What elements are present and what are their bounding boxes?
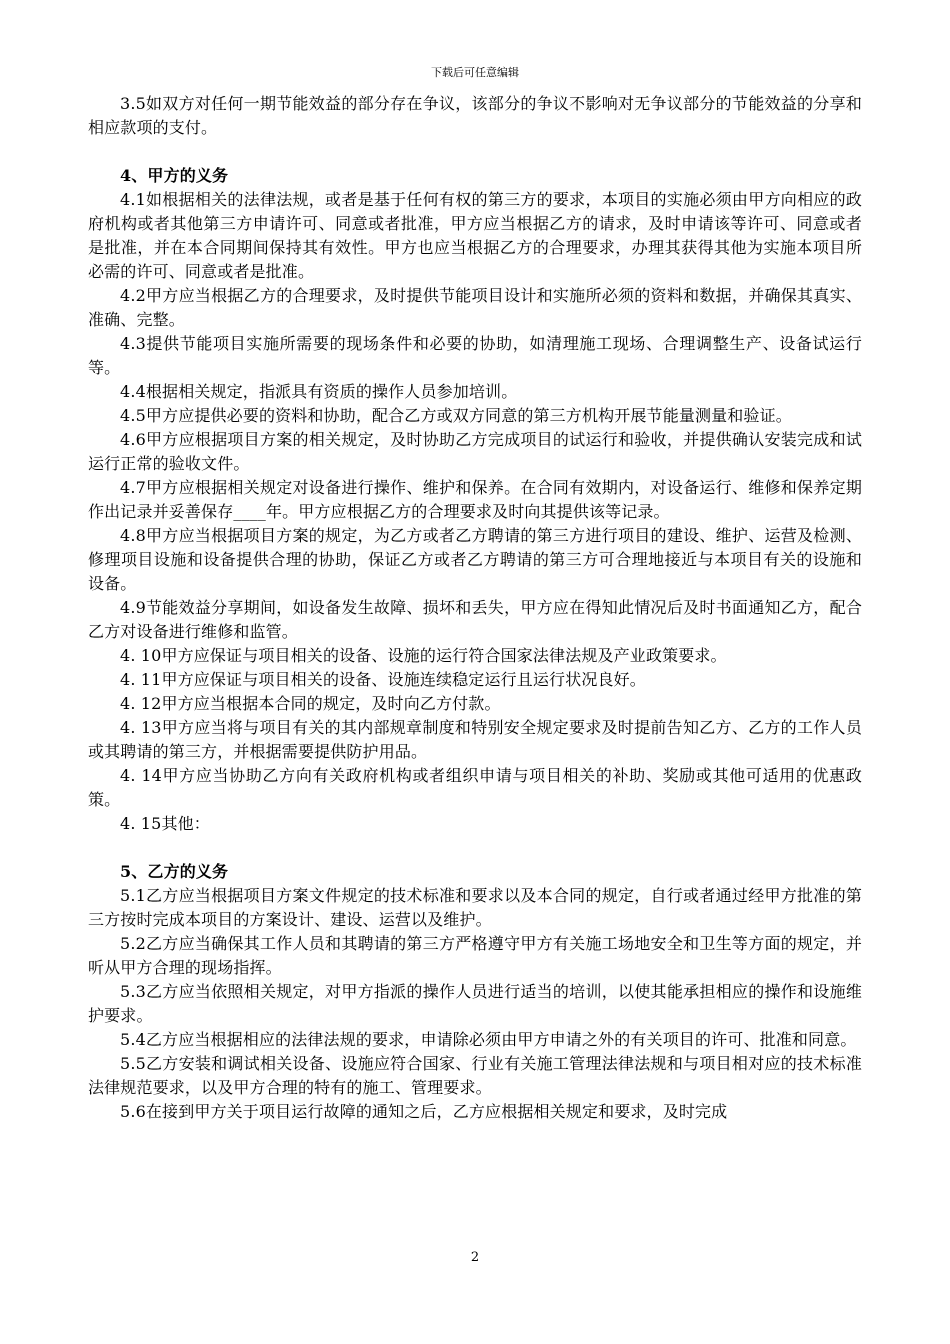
clause-4-9: 4.9节能效益分享期间，如设备发生故障、损坏和丢失，甲方应在得知此情况后及时书面通知乙方，配合乙方对设备进行维修和监管。 — [88, 598, 862, 641]
clause-4-13: 4. 13甲方应当将与项目有关的其内部规章制度和特别安全规定要求及时提前告知乙方、乙方的工作人员或其聘请的第三方，并根据需要提供防护用品。 — [88, 718, 862, 761]
clause-5-2: 5.2乙方应当确保其工作人员和其聘请的第三方严格遵守甲方有关施工场地安全和卫生等方面的规定，并听从甲方合理的现场指挥。 — [88, 934, 862, 977]
clause-4-3: 4.3提供节能项目实施所需要的现场条件和必要的协助，如清理施工现场、合理调整生产、设备试运行等。 — [88, 334, 862, 377]
spacer — [88, 140, 862, 164]
clause-4-5: 4.5甲方应提供必要的资料和协助，配合乙方或双方同意的第三方机构开展节能量测量和验证。 — [120, 406, 792, 425]
clause-4-14: 4. 14甲方应当协助乙方向有关政府机构或者组织申请与项目相关的补助、奖励或其他可适用的优惠政策。 — [88, 766, 862, 809]
clause-5-1: 5.1乙方应当根据项目方案文件规定的技术标准和要求以及本合同的规定，自行或者通过经甲方批准的第三方按时完成本项目的方案设计、建设、运营以及维护。 — [88, 886, 862, 929]
section-heading-5: 5、乙方的义务 — [120, 862, 229, 881]
document-body — [88, 92, 862, 1124]
clause-4-1: 4.1如根据相关的法律法规，或者是基于任何有权的第三方的要求，本项目的实施必须由甲方向相应的政府机构或者其他第三方申请许可、同意或者批准，甲方应当根据乙方的请求，及时申请该等许可、同意或者是批准，并在本合同期间保持其有效性。甲方也应当根据乙方的合理要求，办理其获得其他为实施本项目所必需的许可、同意或者是批准。 — [88, 190, 862, 281]
clause-5-3: 5.3乙方应当依照相关规定，对甲方指派的操作人员进行适当的培训，以使其能承担相应的操作和设施维护要求。 — [88, 982, 862, 1025]
header-note: 下载后可任意编辑 — [431, 66, 519, 79]
clause-4-2: 4.2甲方应当根据乙方的合理要求，及时提供节能项目设计和实施所必须的资料和数据，并确保其真实、准确、完整。 — [88, 286, 862, 329]
clause-5-5: 5.5乙方安装和调试相关设备、设施应符合国家、行业有关施工管理法律法规和与项目相对应的技术标准法律规范要求，以及甲方合理的特有的施工、管理要求。 — [88, 1054, 862, 1097]
section-heading-4: 4、甲方的义务 — [120, 166, 229, 185]
clause-3-5: 3.5如双方对任何一期节能效益的部分存在争议，该部分的争议不影响对无争议部分的节能效益的分享和相应款项的支付。 — [88, 94, 862, 137]
clause-5-6: 5.6在接到甲方关于项目运行故障的通知之后，乙方应根据相关规定和要求，及时完成 — [120, 1102, 728, 1121]
clause-4-15: 4. 15其他： — [120, 814, 210, 833]
spacer — [88, 836, 862, 860]
clause-4-10: 4. 10甲方应保证与项目相关的设备、设施的运行符合国家法律法规及产业政策要求。 — [120, 646, 727, 665]
page-number: 2 — [470, 1250, 480, 1265]
clause-4-8: 4.8甲方应当根据项目方案的规定，为乙方或者乙方聘请的第三方进行项目的建设、维护、运营及检测、修理项目设施和设备提供合理的协助，保证乙方或者乙方聘请的第三方可合理地接近与本项目有关的设施和设备。 — [88, 526, 862, 593]
clause-4-11: 4. 11甲方应保证与项目相关的设备、设施连续稳定运行且运行状况良好。 — [120, 670, 646, 689]
clause-4-6: 4.6甲方应根据项目方案的相关规定，及时协助乙方完成项目的试运行和验收，并提供确认安装完成和试运行正常的验收文件。 — [88, 430, 862, 473]
clause-5-4: 5.4乙方应当根据相应的法律法规的要求，申请除必须由甲方申请之外的有关项目的许可、批准和同意。 — [120, 1030, 857, 1049]
clause-4-12: 4. 12甲方应当根据本合同的规定，及时向乙方付款。 — [120, 694, 501, 713]
clause-4-4: 4.4根据相关规定，指派具有资质的操作人员参加培训。 — [120, 382, 518, 401]
clause-4-7: 4.7甲方应根据相关规定对设备进行操作、维护和保养。在合同有效期内，对设备运行、维修和保养定期作出记录并妥善保存____年。甲方应根据乙方的合理要求及时向其提供该等记录。 — [88, 478, 862, 521]
